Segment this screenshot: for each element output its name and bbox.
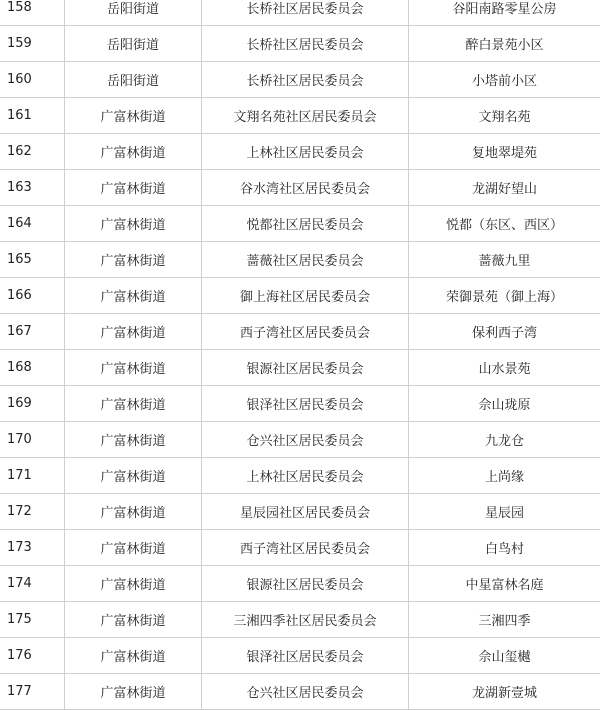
committee-cell: 长桥社区居民委员会 (202, 26, 409, 61)
street-cell: 广富林街道 (65, 134, 202, 169)
row-number-cell: 174 (0, 566, 65, 601)
street-cell: 广富林街道 (65, 674, 202, 709)
community-cell: 三湘四季 (478, 614, 531, 629)
table-row (0, 134, 600, 170)
community-cell: 醉白景苑小区 (465, 38, 544, 53)
community-cell: 复地翠堤苑 (471, 146, 537, 161)
row-number-cell: 172 (0, 494, 65, 529)
street-cell: 广富林街道 (65, 98, 202, 133)
committee-cell: 仓兴社区居民委员会 (202, 674, 409, 709)
community-cell: 中星富林名庭 (465, 578, 544, 593)
street-cell: 岳阳街道 (65, 26, 202, 61)
committee-cell: 御上海社区居民委员会 (202, 278, 409, 313)
table-row (0, 674, 600, 710)
street-cell: 广富林街道 (65, 422, 202, 457)
table-row (0, 278, 600, 314)
community-cell: 白鸟村 (484, 542, 524, 557)
street-cell: 广富林街道 (65, 602, 202, 637)
table-row (0, 62, 600, 98)
table-row (0, 350, 600, 386)
street-cell: 广富林街道 (65, 314, 202, 349)
row-number-cell: 163 (0, 170, 65, 205)
table-row (0, 422, 600, 458)
row-number-cell: 158 (0, 0, 65, 25)
community-cell: 保利西子湾 (471, 326, 537, 341)
street-cell: 广富林街道 (65, 638, 202, 673)
table-row (0, 494, 600, 530)
community-cell: 蔷薇九里 (478, 254, 531, 269)
community-cell: 山水景苑 (478, 362, 531, 377)
table-row (0, 602, 600, 638)
committee-cell: 三湘四季社区居民委员会 (202, 602, 409, 637)
committee-cell: 西子湾社区居民委员会 (202, 314, 409, 349)
row-number-cell: 170 (0, 422, 65, 457)
community-cell: 佘山玺樾 (478, 650, 531, 665)
row-number-cell: 159 (0, 26, 65, 61)
row-number-cell: 168 (0, 350, 65, 385)
table-row (0, 314, 600, 350)
committee-cell: 西子湾社区居民委员会 (202, 530, 409, 565)
street-cell: 广富林街道 (65, 170, 202, 205)
committee-cell: 银泽社区居民委员会 (202, 386, 409, 421)
row-number-cell: 167 (0, 314, 65, 349)
row-number-cell: 165 (0, 242, 65, 277)
community-cell: 星辰园 (484, 506, 524, 521)
table-row (0, 530, 600, 566)
street-cell: 广富林街道 (65, 494, 202, 529)
community-cell: 九龙仓 (484, 434, 524, 449)
table-row (0, 638, 600, 674)
row-number-cell: 161 (0, 98, 65, 133)
row-number-cell: 160 (0, 62, 65, 97)
community-cell: 小塔前小区 (471, 74, 537, 89)
street-cell: 广富林街道 (65, 458, 202, 493)
committee-cell: 仓兴社区居民委员会 (202, 422, 409, 457)
street-cell: 岳阳街道 (65, 62, 202, 97)
committee-cell: 谷水湾社区居民委员会 (202, 170, 409, 205)
table-row (0, 566, 600, 602)
street-cell: 广富林街道 (65, 350, 202, 385)
committee-cell: 上林社区居民委员会 (202, 134, 409, 169)
community-cell: 荣御景苑（御上海） (445, 290, 563, 305)
committee-cell: 银源社区居民委员会 (202, 350, 409, 385)
committee-cell: 银泽社区居民委员会 (202, 638, 409, 673)
table-row (0, 98, 600, 134)
table-row (0, 386, 600, 422)
committee-cell: 长桥社区居民委员会 (202, 0, 409, 25)
street-cell: 广富林街道 (65, 242, 202, 277)
table-row (0, 170, 600, 206)
community-cell: 文翔名苑 (478, 110, 531, 125)
row-number-cell: 173 (0, 530, 65, 565)
community-cell: 龙湖新壹城 (471, 686, 537, 701)
row-number-cell: 162 (0, 134, 65, 169)
street-cell: 广富林街道 (65, 206, 202, 241)
table-row (0, 206, 600, 242)
row-number-cell: 176 (0, 638, 65, 673)
community-cell: 龙湖好望山 (471, 182, 537, 197)
committee-cell: 银源社区居民委员会 (202, 566, 409, 601)
community-cell: 悦都（东区、西区） (445, 218, 563, 233)
street-cell: 广富林街道 (65, 278, 202, 313)
table-row (0, 0, 600, 26)
row-number-cell: 171 (0, 458, 65, 493)
row-number-cell: 166 (0, 278, 65, 313)
committee-cell: 悦都社区居民委员会 (202, 206, 409, 241)
row-number-cell: 175 (0, 602, 65, 637)
committee-cell: 文翔名苑社区居民委员会 (202, 98, 409, 133)
committee-cell: 蔷薇社区居民委员会 (202, 242, 409, 277)
table-row (0, 26, 600, 62)
committee-cell: 长桥社区居民委员会 (202, 62, 409, 97)
table-row (0, 242, 600, 278)
table-row (0, 458, 600, 494)
community-cell: 谷阳南路零星公房 (452, 2, 557, 17)
row-number-cell: 169 (0, 386, 65, 421)
street-cell: 广富林街道 (65, 386, 202, 421)
row-number-cell: 177 (0, 674, 65, 709)
row-number-cell: 164 (0, 206, 65, 241)
community-cell: 佘山珑原 (478, 398, 531, 413)
street-cell: 岳阳街道 (65, 0, 202, 25)
committee-cell: 星辰园社区居民委员会 (202, 494, 409, 529)
street-cell: 广富林街道 (65, 530, 202, 565)
community-cell: 上尚缘 (484, 470, 524, 485)
committee-cell: 上林社区居民委员会 (202, 458, 409, 493)
street-cell: 广富林街道 (65, 566, 202, 601)
